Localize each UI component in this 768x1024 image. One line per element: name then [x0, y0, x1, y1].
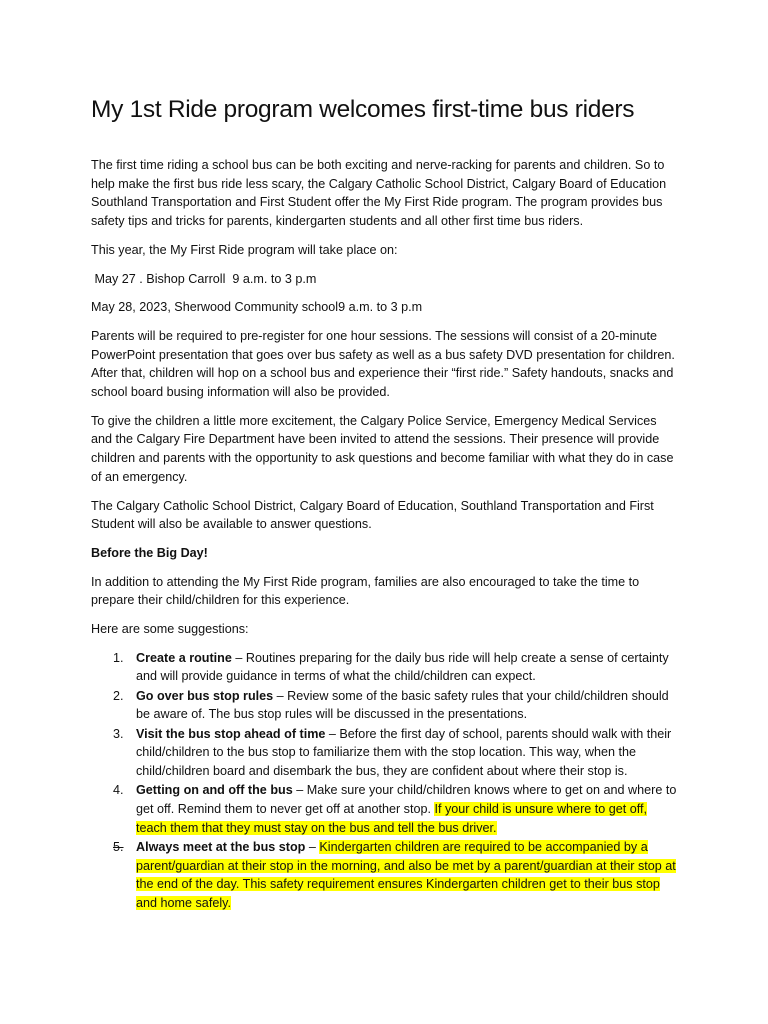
- suggestions-list: [91, 649, 678, 913]
- prepare-paragraph: In addition to attending the My First Ride program, families are also encouraged to take the time to prepare their child/children for this experience.: [91, 574, 640, 608]
- list-number: 1.: [113, 650, 124, 665]
- document-title: My 1st Ride program welcomes first-time bus riders: [91, 96, 635, 123]
- list-term: Getting on and off the bus: [136, 783, 293, 798]
- highlighted-text: Kindergarten children are required to be accompanied by a parent/guardian at their stop in the morning, and also be met by a parent/guardian at their stop at the end of the day. This safety requirement ensures Kindergarten children get to their bus stop and home safely.: [136, 839, 676, 910]
- list-item: [113, 781, 678, 837]
- available-paragraph: The Calgary Catholic School District, Calgary Board of Education, Southland Transportation and First Student will also be available to answer questions.: [91, 498, 654, 532]
- suggestions-intro: Here are some suggestions:: [91, 622, 249, 637]
- list-text: – Review some of the basic safety rules that your child/children should be aware of. The bus stop rules will be discussed in the presentations.: [136, 688, 669, 722]
- list-number: 4.: [113, 783, 124, 798]
- list-item: [113, 687, 678, 724]
- list-item: [113, 725, 678, 781]
- list-term: Create a routine: [136, 650, 232, 665]
- list-number: 5.: [113, 839, 124, 854]
- list-term: Go over bus stop rules: [136, 688, 274, 703]
- list-item: [113, 838, 678, 913]
- list-text: – Routines preparing for the daily bus ride will help create a sense of certainty and will provide guidance in terms of what the child/children can expect.: [136, 650, 669, 684]
- list-text: – Before the first day of school, parents should walk with their child/children to the bus stop to familiarize them with the stop location. This way, when the child/children board and disembark the bus, they are confident about where their stop is.: [136, 726, 672, 778]
- list-number: 2.: [113, 688, 124, 703]
- sessions-paragraph: Parents will be required to pre-register for one hour sessions. The sessions will consist of a 20-minute PowerPoint presentation that goes over bus safety as well as a bus safety DVD presentation for children. After that, children will hop on a school bus and experience their “first ride.” Safety handouts, snacks and school board busing information will also be provided.: [91, 328, 675, 400]
- excitement-paragraph: To give the children a little more excitement, the Calgary Police Service, Emergency Medical Services and the Calgary Fire Department have been invited to attend the sessions. Their presence will provide children and parents with the opportunity to ask questions and become familiar with what they do in case of an emergency.: [91, 413, 674, 484]
- list-term: Visit the bus stop ahead of time: [136, 726, 326, 741]
- list-item: [113, 649, 678, 686]
- list-text: –: [305, 839, 320, 854]
- date-line-1: May 27 . Bishop Carroll 9 a.m. to 3 p.m: [91, 271, 317, 286]
- before-heading: Before the Big Day!: [91, 545, 208, 560]
- this-year-paragraph: This year, the My First Ride program will take place on:: [91, 242, 398, 257]
- date-line-2: May 28, 2023, Sherwood Community school9 a.m. to 3 p.m: [91, 300, 423, 315]
- list-text: – Make sure your child/children knows where to get on and where to get off. Remind them to never get off at another stop.: [136, 783, 677, 816]
- intro-paragraph: The first time riding a school bus can be both exciting and nerve-racking for parents and children. So to help make the first bus ride less scary, the Calgary Catholic School District, Calgary Board of Education Southland Transportation and First Student offer the My First Ride program. The program provides bus safety tips and tricks for parents, kindergarten students and all other first time bus riders.: [91, 158, 667, 229]
- list-term: Always meet at the bus stop: [136, 839, 306, 854]
- list-number: 3.: [113, 726, 124, 741]
- highlighted-text: If your child is unsure where to get off, teach them that they must stay on the bus and tell the bus driver.: [136, 801, 648, 835]
